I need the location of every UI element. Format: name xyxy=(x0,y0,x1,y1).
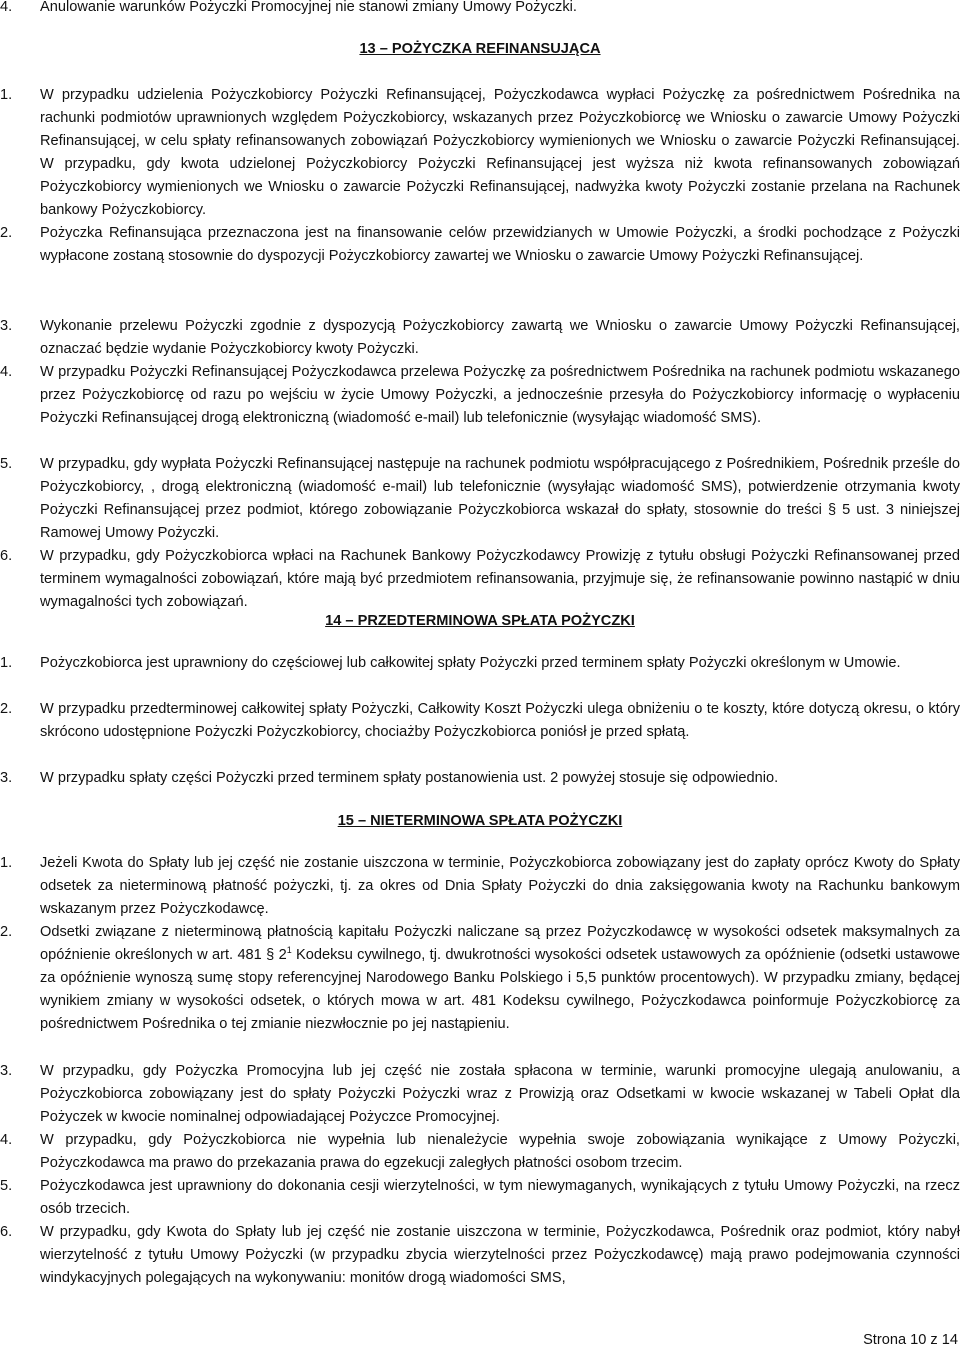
item-number: 3. xyxy=(0,1063,13,1079)
list-item xyxy=(0,652,960,675)
item-number: 2. xyxy=(0,701,13,717)
item-number: 3. xyxy=(0,318,13,334)
item-text: Pożyczkobiorca jest uprawniony do częściowej lub całkowitej spłaty Pożyczki przed terminem spłaty Pożyczki określonym w Umowie. xyxy=(40,655,901,671)
item-number: 2. xyxy=(0,924,13,940)
item-text: Anulowanie warunków Pożyczki Promocyjnej nie stanowi zmiany Umowy Pożyczki. xyxy=(40,0,577,15)
item-number: 1. xyxy=(0,655,13,671)
item-number: 3. xyxy=(0,770,13,786)
item-number: 1. xyxy=(0,855,13,871)
list-item xyxy=(0,1175,960,1221)
list-item xyxy=(0,453,960,545)
item-text: W przypadku udzielenia Pożyczkobiorcy Pożyczki Refinansującej, Pożyczkodawca wypłaci Pożyczkę za pośrednictwem Pośrednika na rachunki podmiotów uprawnionych względem Pożyczkobiorcy, wskazanych przez Pożyczkobiorcę we Wniosku o zawarcie Umowy Pożyczki Refinansującej, w celu spłaty refinansowanych zobowiązań Pożyczkobiorcy wymienionych we Wniosku o zawarcie Pożyczki Refinansującej. W przypadku, gdy kwota udzielonej Pożyczkobiorcy Pożyczki Refinansującej jest wyższa niż kwota refinansowanych zobowiązań Pożyczkobiorcy wymienionych we Wniosku o zawarcie Pożyczki Refinansującej, nadwyżka kwoty Pożyczki zostanie przelana na Rachunek bankowy Pożyczkobiorcy. xyxy=(40,87,960,219)
item-text: W przypadku, gdy Pożyczka Promocyjna lub jej część nie została spłacona w terminie, warunki promocyjne ulegają anulowaniu, a Pożyczkobiorca zobowiązany jest do spłaty Pożyczki Pożyczki wraz z Prowizją oraz Odsetkami w kwocie wskazanej w Tabeli Opłat dla Pożyczek w kwocie nominalnej odpowiadającej Pożyczce Promocyjnej. xyxy=(40,1063,960,1126)
list-item xyxy=(0,767,960,790)
list-item xyxy=(0,921,960,1036)
item-text: W przypadku spłaty części Pożyczki przed terminem spłaty postanowienia ust. 2 powyżej stosuje się odpowiednio. xyxy=(40,770,779,786)
list-item xyxy=(0,1060,960,1129)
item-number: 2. xyxy=(0,225,13,241)
item-text: Jeżeli Kwota do Spłaty lub jej część nie zostanie uiszczona w terminie, Pożyczkobiorca zobowiązany jest do zapłaty oprócz Kwoty do Spłaty odsetek za nieterminową płatność pożyczki, tj. za okres od Dnia Spłaty Pożyczki do dnia zaksięgowania kwoty na Rachunku bankowym wskazanym przez Pożyczkodawcę. xyxy=(40,855,960,918)
item-text: W przypadku, gdy Kwota do Spłaty lub jej część nie zostanie uiszczona w terminie, Pożyczkodawca, Pośrednik oraz podmiot, który nabył wierzytelność z tytułu Umowy Pożyczki (w przypadku zbycia wierzytelności przez Pożyczkodawcę) mają prawo podejmowania czynności windykacyjnych polegających na wykonywaniu: monitów drogą wiadomości SMS, xyxy=(40,1224,960,1287)
list-item xyxy=(0,852,960,921)
item-number: 4. xyxy=(0,1132,13,1148)
item-text: W przypadku, gdy Pożyczkobiorca nie wypełnia lub nienależycie wypełnia swoje zobowiązania wynikające z Umowy Pożyczki, Pożyczkodawca ma prawo do przekazania prawa do egzekucji zaległych płatności osobom trzecim. xyxy=(40,1132,960,1172)
item-number: 5. xyxy=(0,456,13,472)
list-item xyxy=(0,1129,960,1175)
item-number: 6. xyxy=(0,548,13,564)
list-item xyxy=(0,545,960,614)
item-text-part: Kodeksu cywilnego, tj. dwukrotności wysokości odsetek ustawowych za opóźnienie (odsetki ustawowe za opóźnienie wynoszą sumę stopy referencyjnej Narodowego Banku Polskiego i 5,5 punktów procentowych). W przypadku zmiany, będącej wynikiem zmiany w wysokości odsetek, o których mowa w art. 481 Kodeksu cywilnego, Pożyczkodawca poinformuje Pożyczkobiorcę za pośrednictwem Pośrednika o tej zmianie niezwłocznie po jej nastąpieniu. xyxy=(40,947,960,1033)
section-heading-15: 15 – NIETERMINOWA SPŁATA POŻYCZKI xyxy=(337,813,623,829)
list-item xyxy=(0,361,960,430)
list-item xyxy=(0,84,960,223)
list-item xyxy=(0,315,960,361)
item-text: Wykonanie przelewu Pożyczki zgodnie z dyspozycją Pożyczkobiorcy zawartą we Wniosku o zawarcie Umowy Pożyczki Refinansującej, oznaczać będzie wydanie Pożyczkobiorcy kwoty Pożyczki. xyxy=(40,318,960,358)
page-number: Strona 10 z 14 xyxy=(863,1332,958,1348)
item-number: 4. xyxy=(0,364,13,380)
section-heading-14: 14 – PRZEDTERMINOWA SPŁATA POŻYCZKI xyxy=(325,613,635,629)
item-text xyxy=(40,921,960,1036)
item-text: Pożyczka Refinansująca przeznaczona jest na finansowanie celów przewidzianych w Umowie Pożyczki, a środki pochodzące z Pożyczki wypłacone zostaną stosownie do dyspozycji Pożyczkobiorcy zawartej we Wniosku o zawarcie Umowy Pożyczki Refinansującej. xyxy=(40,225,960,265)
item-text: W przypadku Pożyczki Refinansującej Pożyczkodawca przelewa Pożyczkę za pośrednictwem Pośrednika na rachunek podmiotu wskazanego przez Pożyczkobiorcę od razu po wejściu w życie Umowy Pożyczki, a jednocześnie przesyła do Pożyczkobiorcy informację o wypłaceniu Pożyczki Refinansującej drogą elektroniczną (wiadomość e-mail) lub telefonicznie (wysyłając wiadomość SMS). xyxy=(40,364,960,427)
superscript: 1 xyxy=(286,945,292,956)
list-item xyxy=(0,698,960,744)
item-text: W przypadku, gdy Pożyczkobiorca wpłaci na Rachunek Bankowy Pożyczkodawcy Prowizję z tytułu obsługi Pożyczki Refinansowanej przed terminem wymagalności zobowiązań, które mają być przedmiotem refinansowania, przyjmuje się, że refinansowanie powinno nastąpić w dniu wymagalności tych zobowiązań. xyxy=(40,548,960,611)
list-item xyxy=(0,1221,960,1290)
item-number: 1. xyxy=(0,87,13,103)
list-item xyxy=(0,222,960,268)
section-heading-13: 13 – POŻYCZKA REFINANSUJĄCA xyxy=(359,41,601,57)
item-number: 4. xyxy=(0,0,13,15)
list-item xyxy=(0,0,960,19)
item-text: W przypadku, gdy wypłata Pożyczki Refinansującej następuje na rachunek podmiotu współpracującego z Pośrednikiem, Pośrednik prześle do Pożyczkobiorcy, , drogą elektroniczną (wiadomość e-mail) lub telefonicznie (wysyłając wiadomość SMS), potwierdzenie otrzymania kwoty Pożyczki Refinansującej przez podmiot, którego zobowiązanie Pożyczkobiorca wskazał do spłaty, stosownie do treści § 5 ust. 3 niniejszej Ramowej Umowy Pożyczki. xyxy=(40,456,960,542)
item-number: 6. xyxy=(0,1224,13,1240)
item-text: W przypadku przedterminowej całkowitej spłaty Pożyczki, Całkowity Koszt Pożyczki ulega obniżeniu o te koszty, które dotyczą okresu, o który skrócono udostępnione Pożyczki Pożyczkobiorcy, chociażby Pożyczkobiorca poniósł je przed spłatą. xyxy=(40,701,960,741)
item-text: Pożyczkodawca jest uprawniony do dokonania cesji wierzytelności, w tym niewymaganych, wynikających z tytułu Umowy Pożyczki, na rzecz osób trzecich. xyxy=(40,1178,960,1218)
item-text-part: Odsetki związane z nieterminową płatnością kapitału Pożyczki naliczane są przez Pożyczkodawcę w wysokości odsetek maksymalnych za opóźnienie określonych w art. 481 § 2 xyxy=(40,924,960,964)
item-number: 5. xyxy=(0,1178,13,1194)
